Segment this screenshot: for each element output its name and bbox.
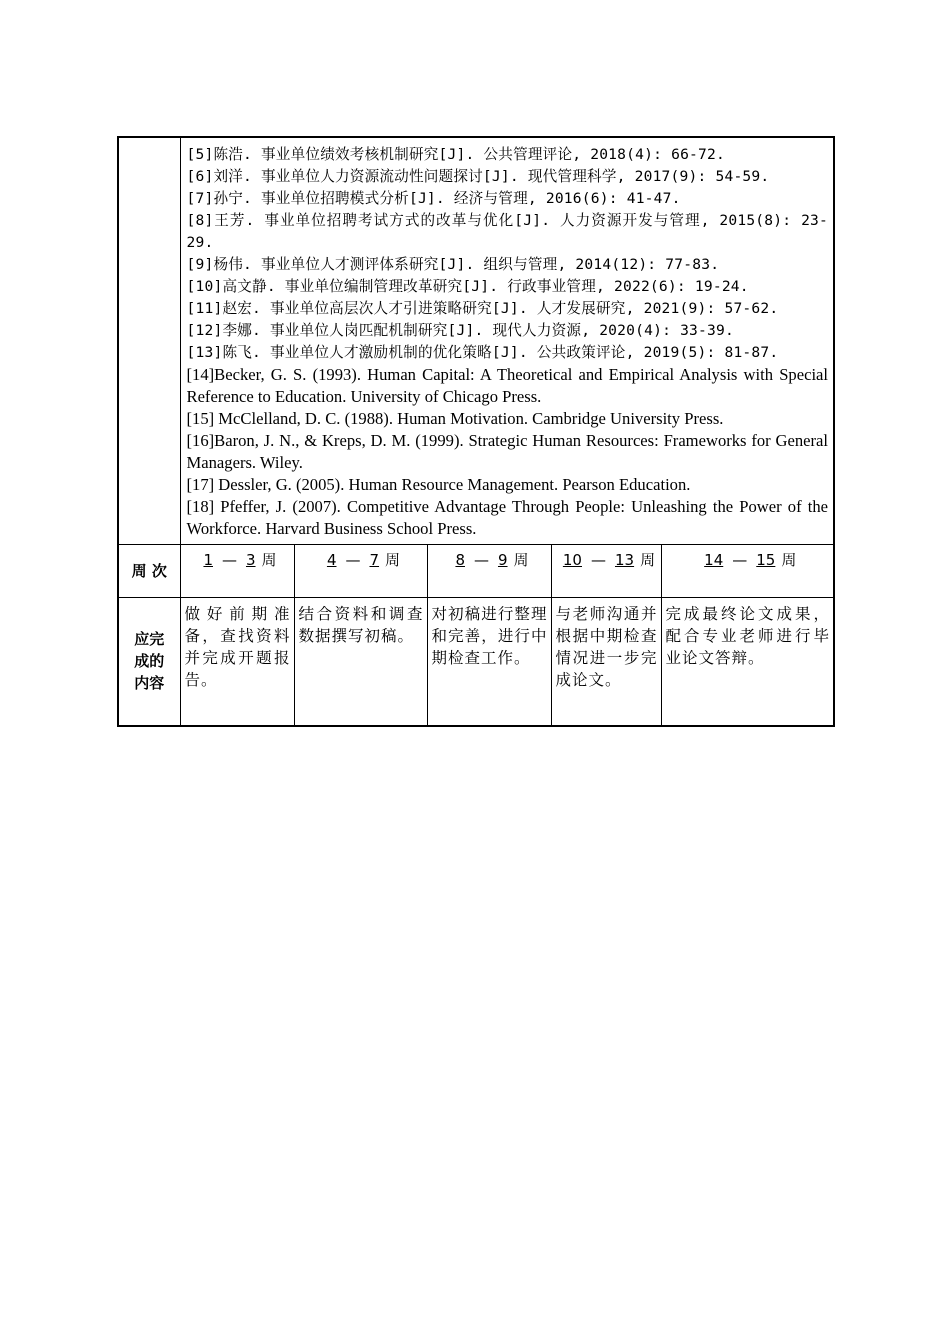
week-period-4 — [551, 545, 661, 598]
references-row — [118, 137, 834, 545]
reference-item: [16]Baron, J. N., & Kreps, D. M. (1999). Strategic Human Resources: Frameworks for General Managers. Wiley. — [186, 431, 829, 472]
references-label-cell — [118, 137, 180, 545]
week-start: 10 — [562, 551, 582, 569]
content-label-text: 应完成的内容 — [134, 630, 165, 693]
reference-item: [18] Pfeffer, J. (2007). Competitive Advantage Through People: Unleashing the Power of the Workforce. Harvard Business School Press. — [186, 497, 829, 538]
week-start: 14 — [704, 551, 724, 569]
week-period-5 — [661, 545, 834, 598]
week-unit: 周 — [640, 551, 656, 569]
week-unit: 周 — [513, 551, 529, 569]
task-book-table — [117, 136, 835, 727]
reference-item: [15] McClelland, D. C. (1988). Human Motivation. Cambridge University Press. — [186, 409, 724, 428]
week-end: 3 — [245, 551, 256, 569]
week-start: 1 — [203, 551, 213, 569]
week-dash: — — [473, 551, 489, 569]
task-period-2: 结合资料和调查数据撰写初稿。 — [294, 598, 427, 726]
week-dash: — — [221, 551, 237, 569]
reference-item: [11]赵宏. 事业单位高层次人才引进策略研究[J]. 人才发展研究, 2021(9): 57-62. — [186, 300, 779, 317]
reference-item: [8]王芳. 事业单位招聘考试方式的改革与优化[J]. 人力资源开发与管理, 2015(8): 23-29. — [186, 212, 829, 251]
reference-item: [10]高文静. 事业单位编制管理改革研究[J]. 行政事业管理, 2022(6): 19-24. — [186, 278, 749, 295]
reference-item: [5]陈浩. 事业单位绩效考核机制研究[J]. 公共管理评论, 2018(4): 66-72. — [186, 146, 726, 163]
content-row — [118, 598, 834, 726]
week-end: 15 — [756, 551, 776, 569]
week-row — [118, 545, 834, 598]
reference-item: [14]Becker, G. S. (1993). Human Capital: A Theoretical and Empirical Analysis with Special Reference to Education. University of Chicago Press. — [186, 365, 829, 406]
week-dash: — — [590, 551, 606, 569]
reference-item: [12]李娜. 事业单位人岗匹配机制研究[J]. 现代人力资源, 2020(4): 33-39. — [186, 322, 734, 339]
week-end: 13 — [614, 551, 635, 569]
task-period-5: 完成最终论文成果，配合专业老师进行毕业论文答辩。 — [661, 598, 834, 726]
task-period-3: 对初稿进行整理和完善，进行中期检查工作。 — [427, 598, 551, 726]
week-start: 4 — [326, 551, 337, 569]
week-unit: 周 — [261, 551, 277, 569]
week-label: 周 次 — [118, 545, 180, 598]
content-label — [118, 598, 180, 726]
week-period-1 — [180, 545, 294, 598]
week-period-2 — [294, 545, 427, 598]
task-period-1: 做好前期准备，查找资料并完成开题报告。 — [180, 598, 294, 726]
reference-item: [17] Dessler, G. (2005). Human Resource Management. Pearson Education. — [186, 475, 691, 494]
task-period-4: 与老师沟通并根据中期检查情况进一步完成论文。 — [551, 598, 661, 726]
reference-item: [6]刘洋. 事业单位人力资源流动性问题探讨[J]. 现代管理科学, 2017(9): 54-59. — [186, 168, 770, 185]
week-end: 7 — [369, 551, 380, 569]
reference-item: [13]陈飞. 事业单位人才激励机制的优化策略[J]. 公共政策评论, 2019(5): 81-87. — [186, 344, 779, 361]
week-end: 9 — [497, 551, 508, 569]
week-start: 8 — [455, 551, 465, 569]
week-unit: 周 — [781, 551, 797, 569]
week-dash: — — [732, 551, 748, 569]
reference-item: [7]孙宁. 事业单位招聘模式分析[J]. 经济与管理, 2016(6): 41-47. — [186, 190, 681, 207]
references-list — [180, 137, 834, 545]
week-unit: 周 — [385, 551, 401, 569]
reference-item: [9]杨伟. 事业单位人才测评体系研究[J]. 组织与管理, 2014(12): 77-83. — [186, 256, 720, 273]
week-period-3 — [427, 545, 551, 598]
week-dash: — — [345, 551, 361, 569]
